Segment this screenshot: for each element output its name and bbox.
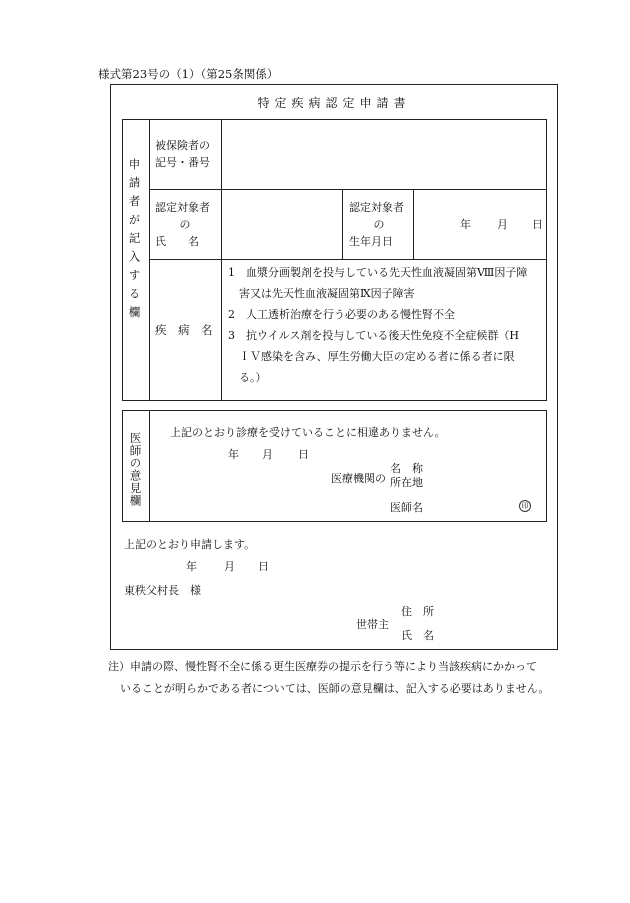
institution-name-address-labels: 名 称 所在地: [390, 462, 423, 489]
applicant-side-label: 申請者が記入する欄: [127, 158, 142, 325]
disease-item[interactable]: 3 抗ウイルス剤を投与している後天性免疫不全症候群（H: [228, 329, 519, 342]
seal-icon: 印: [519, 500, 531, 512]
doctor-date-year: 年: [228, 448, 239, 461]
note: 注）申請の際、慢性腎不全に係る更生医療券の提示を行う等により当該疾病にかかって いることが明らかである者については、医師の意見欄は、記入する必要はありません。: [108, 660, 550, 695]
target-birth-label: 認定対象者 の 生年月日: [349, 201, 404, 248]
birth-month-label: 月: [497, 218, 508, 231]
application-date-day: 日: [258, 560, 269, 573]
disease-item: ＩＶ感染を含み、厚生労働大臣の定める者に係る者に限: [228, 350, 515, 363]
insured-number-field[interactable]: [222, 120, 546, 188]
target-birth-field[interactable]: [414, 190, 546, 258]
doctor-date-month: 月: [262, 448, 273, 461]
disease-item[interactable]: 1 血漿分画製剤を投与している先天性血液凝固第Ⅷ因子障: [228, 266, 528, 279]
addressee: 東秩父村長 様: [124, 584, 201, 597]
applicant-side-divider: [149, 119, 150, 401]
household-name-label: 氏 名: [401, 629, 434, 642]
disease-item: 害又は先天性血液凝固第Ⅸ因子障害: [228, 287, 415, 300]
disease-item: る。）: [228, 371, 267, 384]
birth-year-label: 年: [460, 218, 471, 231]
birth-day-label: 日: [532, 218, 543, 231]
disease-item[interactable]: 2 人工透析治療を行う必要のある慢性腎不全: [228, 308, 455, 321]
doctor-statement: 上記のとおり診療を受けていることに相違ありません。: [170, 426, 446, 439]
form-title: 特定疾病認定申請書: [257, 96, 411, 110]
doctor-side-label: 医師の意見欄: [128, 432, 143, 507]
doctor-name-label: 医師名: [390, 501, 423, 514]
disease-label: 疾 病 名: [155, 323, 213, 337]
household-head-label: 世帯主: [356, 618, 389, 631]
form-number-label: 様式第23号の（1）（第25条関係）: [98, 67, 279, 81]
application-statement: 上記のとおり申請します。: [124, 538, 256, 551]
row-divider-2: [149, 259, 547, 260]
institution-label: 医療機関の: [331, 472, 386, 485]
doctor-side-divider: [149, 410, 150, 522]
application-date-year: 年: [186, 560, 197, 573]
household-address-label: 住 所: [401, 605, 434, 618]
doctor-date-day: 日: [298, 448, 309, 461]
application-date-month: 月: [224, 560, 235, 573]
insured-number-label: 被保険者の 記号・番号: [155, 139, 210, 169]
target-name-label: 認定対象者 の 氏 名: [155, 201, 210, 248]
target-name-field[interactable]: [222, 190, 341, 258]
name-birth-divider: [342, 189, 343, 259]
disease-list: [228, 262, 546, 388]
